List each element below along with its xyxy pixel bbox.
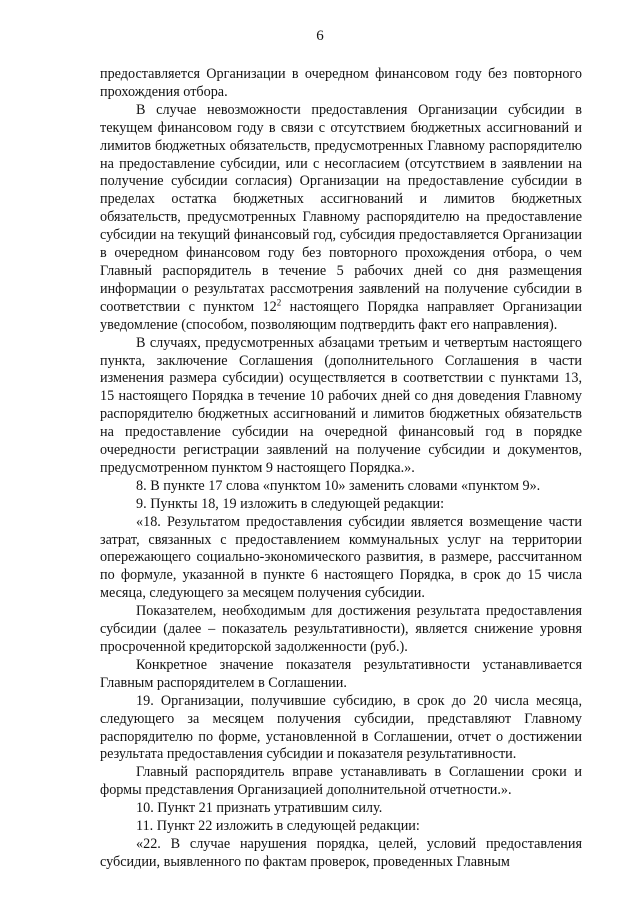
paragraph-2-tail: настоящего Порядка направляет Организации уведомление (способом, позволяющим подтвердить факт его направления). [100,298,582,333]
paragraph-clause-22: «22. В случае нарушения порядка, целей, условий предоставления субсидии, выявленного по фактам проверок, проведенных Главным [100,835,582,870]
footnote-superscript: 2 [276,297,282,308]
document-body [100,66,582,872]
paragraph-clause-18: «18. Результатом предоставления субсидии является возмещение части затрат, связанных с предоставлением коммунальных услуг на территории опережающего социально-экономического развития, в размере, рассчитанном по формуле, указанной в пункте 6 настоящего Порядка, в срок до 15 числа месяца, следующего за месяцем получения субсидии. [100,513,582,602]
paragraph-item-8: 8. В пункте 17 слова «пунктом 10» заменить словами «пунктом 9». [136,477,541,494]
paragraph-2 [100,102,582,335]
paragraph-2-text: В случае невозможности предоставления Организации субсидии в текущем финансовом году в связи с отсутствием бюджетных ассигнований и лимитов бюджетных обязательств, предусмотренных Главному распорядителю на предоставление субсидии, или с несогласием (отсутствием в заявлении на получение субсидии согласия) Организации на предоставление субсидии в пределах остатка бюджетных ассигнований и лимитов бюджетных обязательств, предусмотренных Главному распорядителю на предоставление субсидии на текущий финансовый год, субсидия предоставляется Организации в очередном финансовом году без повторного прохождения отбора, о чем Главный распорядитель в течение 5 рабочих дней со дня размещения информации о результатах рассмотрения заявлений на получение субсидии в соответствии с пунктом 12 [100,101,582,315]
paragraph-reporting: Главный распорядитель вправе устанавливать в Соглашении сроки и формы представления Организацией дополнительной отчетности.». [100,764,582,799]
paragraph-3: В случаях, предусмотренных абзацами третьим и четвертым настоящего пункта, заключение Соглашения (дополнительного Соглашения в части изменения размера субсидии) осуществляется в соответствии с пунктами 13, 15 настоящего Порядка в течение 10 рабочих дней со дня доведения Главному распорядителю бюджетных ассигнований и лимитов бюджетных обязательств на предоставление субсидии на очередной финансовый год в порядке очередности регистрации заявлений на получение субсидии и документов, предусмотренном пунктом 9 настоящего Порядка.». [100,334,582,476]
paragraph-item-11: 11. Пункт 22 изложить в следующей редакции: [136,818,420,835]
paragraph-item-9: 9. Пункты 18, 19 изложить в следующей редакции: [136,495,445,512]
paragraph-clause-19: 19. Организации, получившие субсидию, в срок до 20 числа месяца, следующего за месяцем получения субсидии, представляют Главному распорядителю по форме, установленной в Соглашении, отчет о достижении результата предоставления субсидии и показателя результативности. [100,692,582,763]
page-number: 6 [316,28,324,44]
paragraph-indicator: Показателем, необходимым для достижения результата предоставления субсидии (далее – показатель результативности), является снижение уровня просроченной кредиторской задолженности (руб.). [100,603,582,655]
paragraph-indicator-value: Конкретное значение показателя результативности устанавливается Главным распорядителем в Соглашении. [100,656,582,691]
paragraph-item-10: 10. Пункт 21 признать утратившим силу. [136,800,383,817]
paragraph-1: предоставляется Организации в очередном финансовом году без повторного прохождения отбора. [100,66,582,100]
